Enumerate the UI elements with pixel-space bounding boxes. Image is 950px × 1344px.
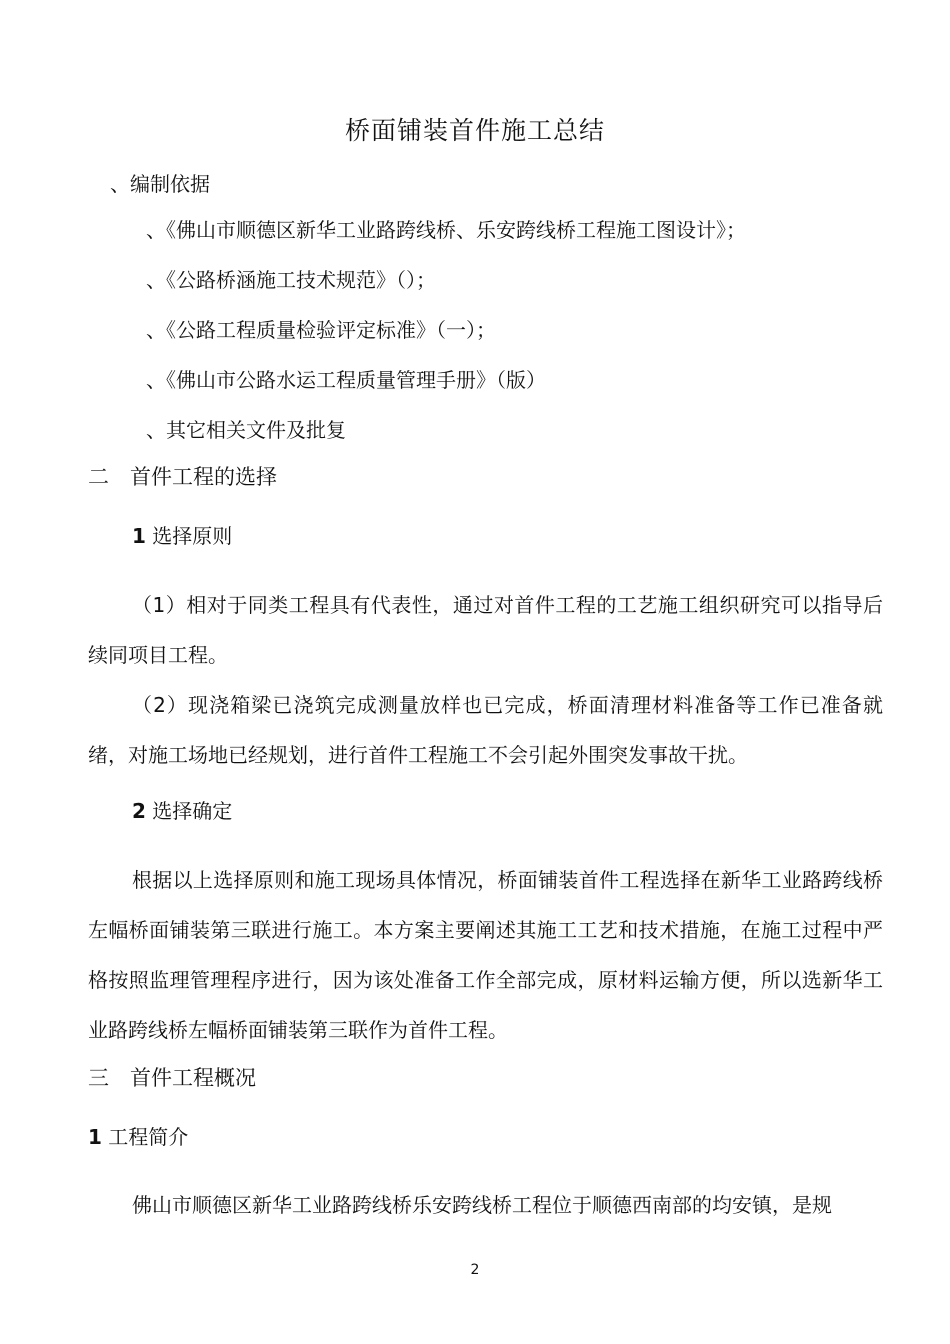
subsection-number: 1 — [88, 1125, 102, 1149]
subsection-number: 2 — [132, 799, 146, 823]
section-overview-heading: 三 首件工程概况 — [88, 1066, 256, 1090]
decision-paragraph — [88, 855, 883, 1055]
paragraph-text: （2）现浇箱梁已浇筑完成测量放样也已完成，桥面清理材料准备等工作已准备就绪，对施工场地已经规划，进行首件工程施工不会引起外围突发事故干扰。 — [88, 693, 883, 767]
section-basis-heading: 、编制依据 — [110, 172, 210, 196]
basis-item: 、《公路桥涵施工技术规范》（）； — [146, 268, 436, 292]
paragraph-text: （1）相对于同类工程具有代表性，通过对首件工程的工艺施工组织研究可以指导后续同项目工程。 — [88, 593, 883, 667]
subsection-number: 1 — [132, 524, 146, 548]
paragraph-text: 根据以上选择原则和施工现场具体情况，桥面铺装首件工程选择在新华工业路跨线桥左幅桥面铺装第三联进行施工。本方案主要阐述其施工工艺和技术措施，在施工过程中严格按照监理管理程序进行，因为该处准备工作全部完成，原材料运输方便，所以选新华工业路跨线桥左幅桥面铺装第三联作为首件工程。 — [88, 868, 883, 1042]
subsection-principle-heading — [132, 522, 232, 550]
intro-paragraph — [88, 1180, 883, 1230]
basis-item: 、《佛山市公路水运工程质量管理手册》（版） — [146, 368, 546, 392]
subsection-decision-heading — [132, 797, 232, 825]
basis-item: 、其它相关文件及批复 — [146, 418, 346, 442]
paragraph-text: 佛山市顺德区新华工业路跨线桥乐安跨线桥工程位于顺德西南部的均安镇，是规 — [132, 1193, 832, 1217]
principle-paragraph-1 — [88, 580, 883, 680]
principle-paragraph-2 — [88, 680, 883, 780]
subsection-label: 工程简介 — [108, 1125, 189, 1149]
document-title: 桥面铺装首件施工总结 — [344, 116, 605, 145]
basis-item: 、《佛山市顺德区新华工业路跨线桥、乐安跨线桥工程施工图设计》； — [146, 218, 746, 242]
subsection-intro-heading — [88, 1123, 188, 1151]
page-number: 2 — [470, 1262, 480, 1278]
subsection-label: 选择原则 — [152, 524, 233, 548]
subsection-label: 选择确定 — [152, 799, 233, 823]
basis-item: 、《公路工程质量检验评定标准》（一）； — [146, 318, 496, 342]
section-selection-heading: 二 首件工程的选择 — [88, 465, 277, 489]
